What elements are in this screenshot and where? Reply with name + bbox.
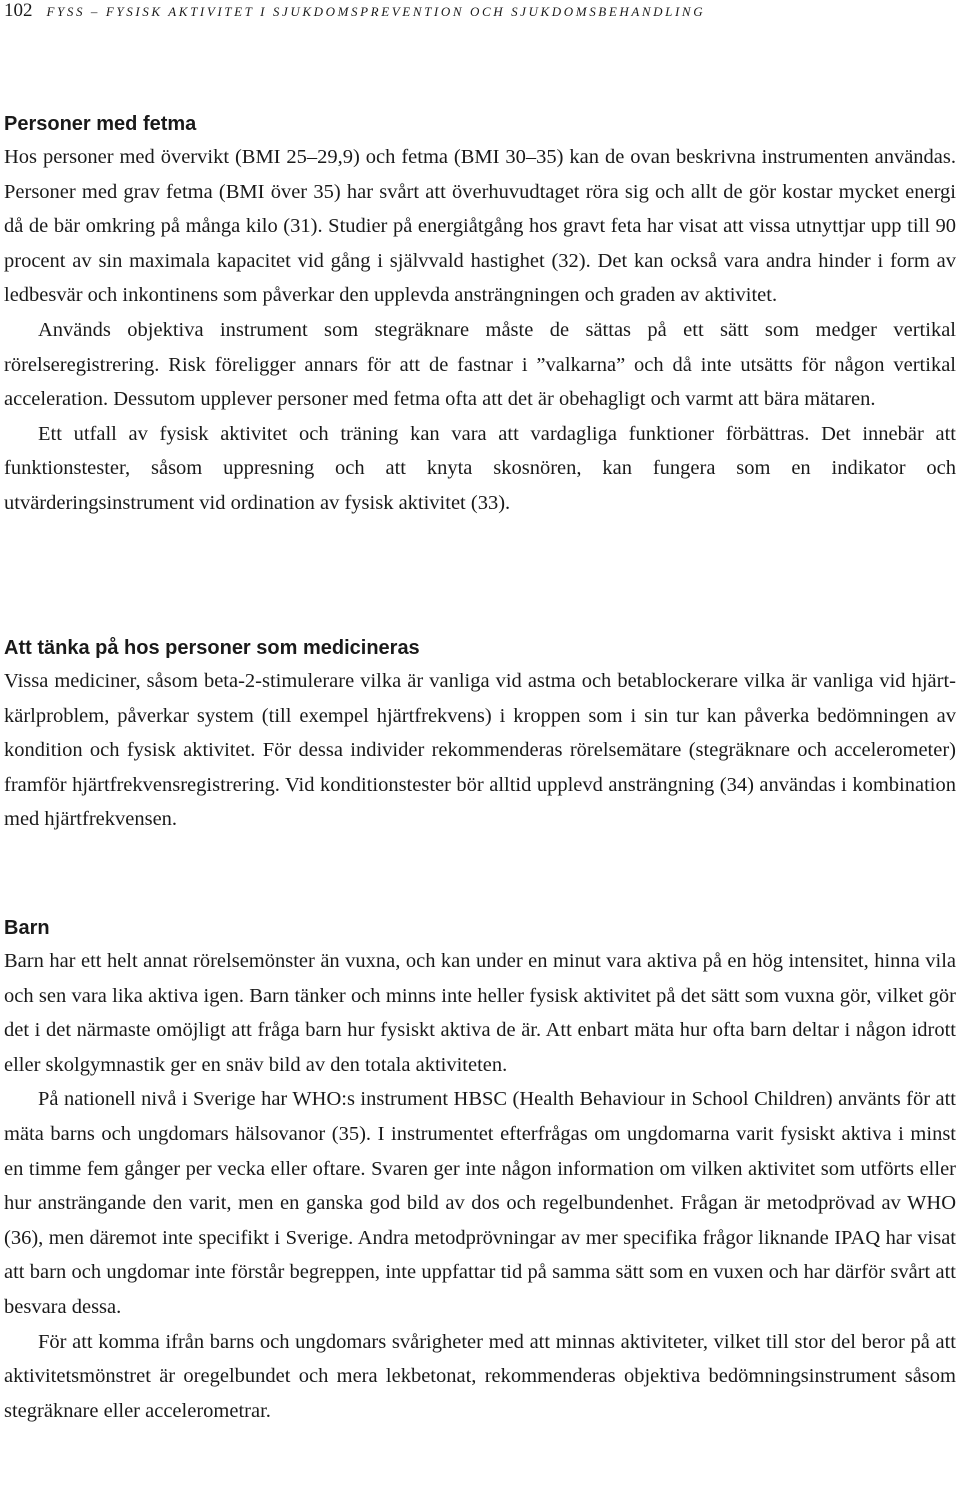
section-heading: Att tänka på hos personer som medicineras [4, 637, 420, 659]
section-att-tanka-pa-medicinering [4, 636, 956, 837]
paragraph: Barn har ett helt annat rörelsemönster än vuxna, och kan under en minut vara aktiva på en hög intensitet, hinna vila och sen vara lika aktiva igen. Barn tänker och minns inte heller fysisk aktivitet på det sätt som vuxna gör, vilket gör det i det närmaste omöjligt att fråga barn hur fysiskt aktiva de är. Att enbart mäta hur ofta barn deltar i någon idrott eller skolgymnastik ger en snäv bild av den totala aktiviteten. [4, 950, 956, 1076]
paragraph: Ett utfall av fysisk aktivitet och träning kan vara att vardagliga funktioner förbättras. Det innebär att funktionstester, såsom uppresning och att knyta skosnören, kan fungera som en indikator och utvärderingsinstrument vid ordination av fysisk aktivitet (33). [4, 422, 956, 514]
paragraph: För att komma ifrån barns och ungdomars svårigheter med att minnas aktiviteter, vilket till stor del beror på att aktivitetsmönstret är oregelbundet och mera lekbetonat, rekommenderas objektiva bedömningsinstrument såsom stegräknare eller accelerometrar. [4, 1330, 956, 1422]
section-personer-med-fetma [4, 112, 956, 521]
section-heading: Personer med fetma [4, 113, 197, 135]
paragraph: Används objektiva instrument som stegräknare måste de sättas på ett sätt som medger vertikal rörelseregistrering. Risk föreligger annars för att de fastnar i ”valkarna” och då inte utsätts för någon vertikal acceleration. Dessutom upplever personer med fetma ofta att det är obehagligt och varmt att bära mätaren. [4, 318, 956, 411]
paragraph: Vissa mediciner, såsom beta-2-stimulerare vilka är vanliga vid astma och betablockerare vilka är vanliga vid hjärt-kärlproblem, påverkar system (till exempel hjärtfrekvens) i kroppen som i sin tur kan påverka bedömningen av kondition och fysisk aktivitet. För dessa individer rekommenderas rörelsemätare (stegräknare och accelerometer) framför hjärtfrekvensregistrering. Vid konditionstester bör alltid upplevd ansträngning (34) användas i kombination med hjärtfrekvensen. [4, 670, 956, 831]
paragraph: Hos personer med övervikt (BMI 25–29,9) och fetma (BMI 30–35) kan de ovan beskrivna instrumenten användas. Personer med grav fetma (BMI över 35) har svårt att överhuvudtaget röra sig och allt de gör kostar mycket energi då de bär omkring på många kilo (31). Studier på energiåtgång hos gravt feta har visat att vissa utnyttjar upp till 90 procent av sin maximala kapacitet vid gång i självvald hastighet (32). Det kan också vara andra hinder i form av ledbesvär och inkontinens som påverkar den upplevda ansträngningen och graden av aktivitet. [4, 146, 956, 307]
section-heading: Barn [4, 917, 50, 939]
paragraph: På nationell nivå i Sverige har WHO:s instrument HBSC (Health Behaviour in School Children) använts för att mäta barns och ungdomars hälsovanor (35). I instrumentet efterfrågas om ungdomarna varit fysiskt aktiva i minst en timme fem gånger per vecka eller oftare. Svaren ger inte någon information om vilken aktivitet som utförts eller hur ansträngande den varit, men en ganska god bild av dos och regelbundenhet. Frågan är metodprövad av WHO (36), men däremot inte specifikt i Sverige. Andra metodprövningar av mer specifika frågor liknande IPAQ har visat att barn och ungdomar inte förstår begreppen, inte uppfattar tid på samma sätt som en vuxen och har därför svårt att besvara dessa. [4, 1088, 956, 1318]
running-header [4, 0, 705, 24]
page-number: 102 [4, 0, 33, 21]
section-barn [4, 916, 956, 1428]
running-title: FYSS – FYSISK AKTIVITET I SJUKDOMSPREVENTION OCH SJUKDOMSBEHANDLING [46, 4, 706, 19]
